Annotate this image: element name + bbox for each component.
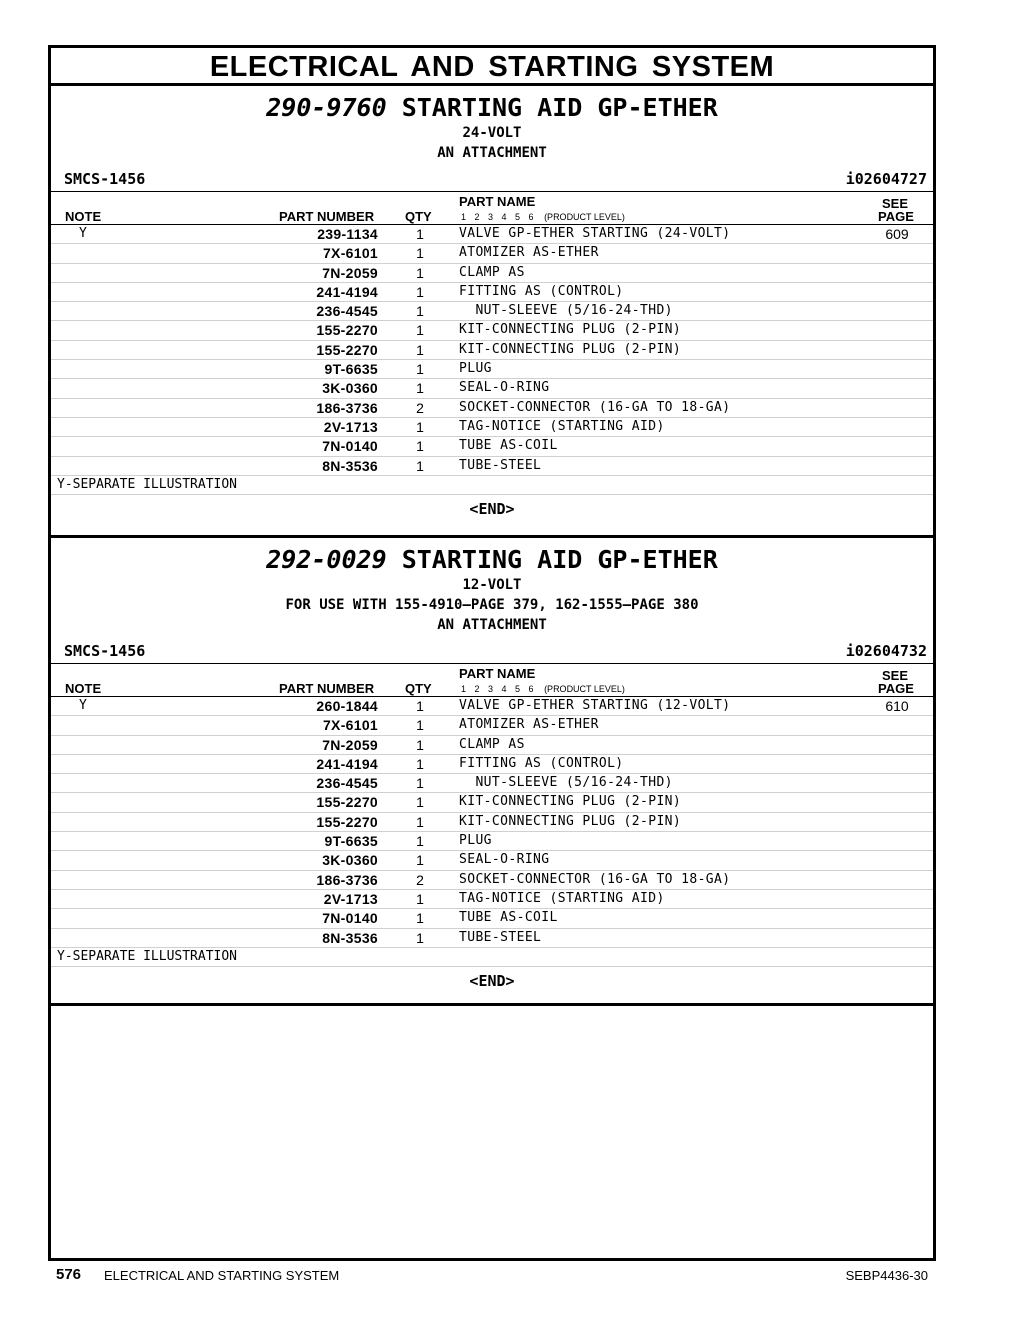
qty-cell: 1 <box>416 245 424 262</box>
part-name-cell: PLUG <box>459 833 492 849</box>
part-name-cell: CLAMP AS <box>459 736 525 752</box>
part-number-cell: 236-4545 <box>316 775 378 792</box>
part-row <box>51 813 933 832</box>
qty-cell: 1 <box>416 929 424 946</box>
part-name-cell: ATOMIZER AS-ETHER <box>459 245 599 261</box>
part-number-cell: 8N-3536 <box>322 457 378 474</box>
part-number-cell: 155-2270 <box>316 341 378 358</box>
part-name-cell: KIT-CONNECTING PLUG (2-PIN) <box>459 341 682 357</box>
part-number-cell: 7X-6101 <box>322 245 378 262</box>
document-id: SEBP4436-30 <box>845 1268 928 1283</box>
section-header <box>51 538 933 635</box>
part-name-cell: TUBE AS-COIL <box>459 438 558 454</box>
part-name-cell: SEAL-O-RING <box>459 380 550 396</box>
attachment-label: AN ATTACHMENT <box>437 145 547 161</box>
qty-cell: 1 <box>416 755 424 772</box>
part-row <box>51 909 933 928</box>
parts-section-2 <box>51 538 933 1006</box>
section-header <box>51 86 933 163</box>
qty-cell: 1 <box>416 775 424 792</box>
part-number-cell: 260-1844 <box>316 698 378 714</box>
part-row <box>51 457 933 476</box>
parts-list <box>51 697 933 948</box>
column-headers <box>51 664 933 697</box>
see-header: SEE <box>881 668 908 683</box>
see-page-cell: 609 <box>885 226 909 242</box>
part-row <box>51 264 933 283</box>
smcs-code: SMCS-1456 <box>64 170 146 188</box>
part-row <box>51 321 933 340</box>
footnote: Y-SEPARATE ILLUSTRATION <box>51 948 933 967</box>
part-number-cell: 7X-6101 <box>322 717 378 734</box>
qty-cell: 1 <box>416 717 424 734</box>
part-row <box>51 793 933 812</box>
part-number-cell: 236-4545 <box>316 303 378 320</box>
part-number-cell: 2V-1713 <box>323 890 378 907</box>
end-marker: <END> <box>469 500 515 519</box>
qty-cell: 1 <box>416 322 424 339</box>
qty-cell: 1 <box>416 283 424 300</box>
part-number-cell: 3K-0360 <box>322 380 378 397</box>
part-row <box>51 244 933 263</box>
part-number-header: PART NUMBER <box>279 209 375 224</box>
qty-cell: 1 <box>416 438 424 455</box>
part-row <box>51 341 933 360</box>
part-number-header: PART NUMBER <box>279 681 375 696</box>
note-header: NOTE <box>65 681 102 696</box>
product-level-label: (PRODUCT LEVEL) <box>544 212 625 222</box>
part-name-cell: VALVE GP-ETHER STARTING (24-VOLT) <box>459 226 731 241</box>
qty-cell: 1 <box>416 852 424 869</box>
part-number-cell: 9T-6635 <box>324 833 378 850</box>
part-name-cell: KIT-CONNECTING PLUG (2-PIN) <box>459 813 682 829</box>
qty-cell: 1 <box>416 341 424 358</box>
product-level-label: (PRODUCT LEVEL) <box>544 684 625 694</box>
attachment-label: AN ATTACHMENT <box>437 617 547 633</box>
part-name-cell: SEAL-O-RING <box>459 852 550 868</box>
part-name-cell: KIT-CONNECTING PLUG (2-PIN) <box>459 794 682 810</box>
voltage-label: 24-VOLT <box>462 125 522 141</box>
part-name-cell: NUT-SLEEVE (5/16-24-THD) <box>459 303 673 319</box>
qty-header: QTY <box>405 681 432 696</box>
qty-cell: 1 <box>416 698 424 714</box>
qty-cell: 1 <box>416 813 424 830</box>
part-name-cell: ATOMIZER AS-ETHER <box>459 717 599 733</box>
page-number: 576 <box>56 1266 82 1283</box>
qty-cell: 1 <box>416 380 424 397</box>
qty-cell: 2 <box>416 871 424 888</box>
part-name-cell: TAG-NOTICE (STARTING AID) <box>459 890 665 906</box>
qty-header: QTY <box>405 209 432 224</box>
page-header: PAGE <box>878 681 914 696</box>
reference-id: i02604732 <box>845 642 927 660</box>
parts-section-1 <box>51 86 933 538</box>
group-name: STARTING AID GP-ETHER <box>401 93 718 122</box>
part-row <box>51 379 933 398</box>
part-row <box>51 871 933 890</box>
part-row <box>51 774 933 793</box>
qty-cell: 1 <box>416 226 424 242</box>
note-cell: Y <box>79 226 87 241</box>
part-number-cell: 2V-1713 <box>323 418 378 435</box>
part-row <box>51 929 933 948</box>
part-number-cell: 3K-0360 <box>322 852 378 869</box>
part-row <box>51 225 933 244</box>
smcs-row <box>51 168 933 192</box>
qty-cell: 1 <box>416 794 424 811</box>
part-name-cell: KIT-CONNECTING PLUG (2-PIN) <box>459 322 682 338</box>
part-number-cell: 239-1134 <box>317 226 378 242</box>
qty-cell: 1 <box>416 833 424 850</box>
note-cell: Y <box>79 698 87 713</box>
part-row <box>51 755 933 774</box>
part-name-cell: FITTING AS (CONTROL) <box>459 283 624 299</box>
part-row <box>51 437 933 456</box>
part-name-cell: TUBE-STEEL <box>459 929 542 945</box>
part-number-cell: 8N-3536 <box>322 929 378 946</box>
part-row <box>51 832 933 851</box>
part-name-cell: VALVE GP-ETHER STARTING (12-VOLT) <box>459 698 731 713</box>
part-name-cell: PLUG <box>459 361 492 377</box>
smcs-code: SMCS-1456 <box>64 642 146 660</box>
note-header: NOTE <box>65 209 102 224</box>
footnote: Y-SEPARATE ILLUSTRATION <box>51 476 933 495</box>
part-name-cell: SOCKET-CONNECTOR (16-GA TO 18-GA) <box>459 871 731 887</box>
part-row <box>51 302 933 321</box>
reference-id: i02604727 <box>845 170 927 188</box>
part-number-cell: 155-2270 <box>316 322 378 339</box>
part-row <box>51 851 933 870</box>
qty-cell: 1 <box>416 736 424 753</box>
part-number-cell: 7N-2059 <box>322 264 378 281</box>
page-footer <box>56 1266 930 1286</box>
part-name-header: PART NAME <box>459 194 536 209</box>
use-with-note: FOR USE WITH 155-4910—PAGE 379, 162-1555—PAGE 380 <box>285 597 699 613</box>
part-number-cell: 7N-0140 <box>322 438 378 455</box>
section-title <box>51 538 933 575</box>
part-number-cell: 241-4194 <box>316 283 378 300</box>
part-number-cell: 7N-0140 <box>322 910 378 927</box>
qty-cell: 1 <box>416 457 424 474</box>
part-row <box>51 890 933 909</box>
part-row <box>51 283 933 302</box>
part-name-cell: CLAMP AS <box>459 264 525 280</box>
see-header: SEE <box>881 196 908 211</box>
qty-cell: 1 <box>416 910 424 927</box>
part-name-cell: TAG-NOTICE (STARTING AID) <box>459 418 665 434</box>
part-row <box>51 736 933 755</box>
part-number-cell: 186-3736 <box>316 399 378 416</box>
part-number-cell: 7N-2059 <box>322 736 378 753</box>
footer-title: ELECTRICAL AND STARTING SYSTEM <box>104 1268 340 1283</box>
qty-cell: 1 <box>416 361 424 378</box>
qty-cell: 1 <box>416 418 424 435</box>
qty-cell: 1 <box>416 264 424 281</box>
qty-cell: 2 <box>416 399 424 416</box>
column-headers <box>51 192 933 225</box>
part-row <box>51 360 933 379</box>
part-name-cell: NUT-SLEEVE (5/16-24-THD) <box>459 775 673 791</box>
voltage-label: 12-VOLT <box>462 577 522 593</box>
part-number-cell: 186-3736 <box>316 871 378 888</box>
product-level-header <box>461 684 625 694</box>
part-row <box>51 697 933 716</box>
group-number: 290-9760 <box>266 93 387 122</box>
page-title: ELECTRICAL AND STARTING SYSTEM <box>51 48 933 86</box>
part-row <box>51 399 933 418</box>
level-numbers: 1 2 3 4 5 6 <box>461 684 534 694</box>
part-name-cell: SOCKET-CONNECTOR (16-GA TO 18-GA) <box>459 399 731 415</box>
part-name-cell: FITTING AS (CONTROL) <box>459 755 624 771</box>
section-title <box>51 86 933 123</box>
part-number-cell: 9T-6635 <box>324 361 378 378</box>
part-number-cell: 241-4194 <box>316 755 378 772</box>
part-name-header: PART NAME <box>459 666 536 681</box>
part-row <box>51 418 933 437</box>
qty-cell: 1 <box>416 303 424 320</box>
part-name-cell: TUBE AS-COIL <box>459 910 558 926</box>
qty-cell: 1 <box>416 890 424 907</box>
product-level-header <box>461 212 625 222</box>
group-name: STARTING AID GP-ETHER <box>401 545 718 574</box>
part-row <box>51 716 933 735</box>
group-number: 292-0029 <box>266 545 387 574</box>
smcs-row <box>51 640 933 664</box>
part-number-cell: 155-2270 <box>316 794 378 811</box>
parts-page-frame <box>48 45 936 1261</box>
see-page-cell: 610 <box>885 698 909 714</box>
end-marker: <END> <box>469 972 515 991</box>
part-name-cell: TUBE-STEEL <box>459 457 542 473</box>
parts-list <box>51 225 933 476</box>
page-header: PAGE <box>878 209 914 224</box>
level-numbers: 1 2 3 4 5 6 <box>461 212 534 222</box>
part-number-cell: 155-2270 <box>316 813 378 830</box>
